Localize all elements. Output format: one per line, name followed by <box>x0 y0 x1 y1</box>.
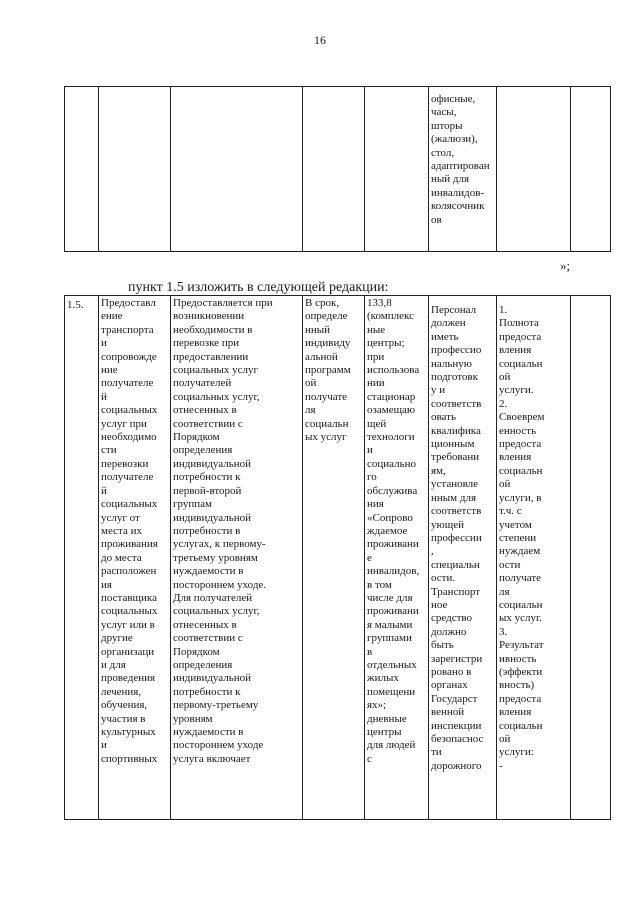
row-number-text: 1.5. <box>67 299 84 311</box>
equipment-cell <box>429 87 497 252</box>
tariff-text: 133,8 (комплекс ные центры; при использова нии стационар озамещаю щей технологи и социально го обслужива ния «Сопрово ждаемое проживани е инвалидов, в том числе для проживани я малыми группами в отдельных жилых помещени ях»; дневные центры для людей с <box>367 297 420 765</box>
description-cell <box>171 296 303 820</box>
conditions-text: Персонал должен иметь профессио нальную подготовк у и соответств овать квалифика ционным требовани ям, установле нным для соответств ующей профессии , специальн ости. Транспорт ное средство должно быть зарегистри ровано в органах Государст венной инспекции безопаснос ти дорожного <box>431 304 484 772</box>
tariff-cell <box>365 296 429 820</box>
indicators-text: 1. Полнота предоста вления социальн ой услуги. 2. Своеврем енность предоста вления социальн ой услуги, в т.ч. с учетом степени нуждаем ости получате ля социальн ых услуг. 3. Результат ивность (эффекти вность) предоста вления социальн ой услуги: - <box>499 304 545 772</box>
indicators-cell <box>497 296 571 820</box>
empty-cell <box>571 296 611 820</box>
empty-cell <box>365 87 429 252</box>
description-text: Предоставляется при возникновении необходимости в перевозке при предоставлении социальных услуг получателей социальных услуг, отнесенных в соответствии с Порядком определения индивидуальной потребности к первой-второй группам индивидуальной потребности в услугах, к первому- третьему уровням нуждаемости в постороннем уходе. Для получателей социальных услуг, отнесенных в соответствии с Порядком определения индивидуальной потребности к первому-третьему уровням нуждаемости в постороннем уходе услуга включает <box>173 297 273 765</box>
row-number <box>65 296 99 820</box>
service-name-cell <box>99 296 171 820</box>
service-table <box>64 295 611 820</box>
empty-cell <box>497 87 571 252</box>
previous-table-fragment <box>64 86 611 252</box>
empty-cell <box>65 87 99 252</box>
empty-cell <box>171 87 303 252</box>
term-text: В срок, определе нный индивиду альной программ ой получате ля социальн ых услуг <box>305 297 351 444</box>
empty-cell <box>99 87 171 252</box>
equipment-text: офисные, часы, шторы (жалюзи), стол, адаптирован ный для инвалидов- колясочник ов <box>431 93 490 226</box>
intro-text: пункт 1.5 изложить в следующей редакции: <box>128 280 389 295</box>
table-row <box>65 296 611 820</box>
page-number: 16 <box>314 33 326 47</box>
empty-cell <box>571 87 611 252</box>
empty-cell <box>303 87 365 252</box>
closing-quote: »; <box>560 258 571 273</box>
term-cell <box>303 296 365 820</box>
service-name-text: Предоставл ение транспорта и сопровожде ние получателе й социальных услуг при необходимо сти перевозки получателе й социальных услуг от места их проживания до места расположен ия поставщика социальных услуг или в другие организаци и для проведения лечения, обучения, участия в культурных и спортивных <box>101 297 158 765</box>
conditions-cell <box>429 296 497 820</box>
